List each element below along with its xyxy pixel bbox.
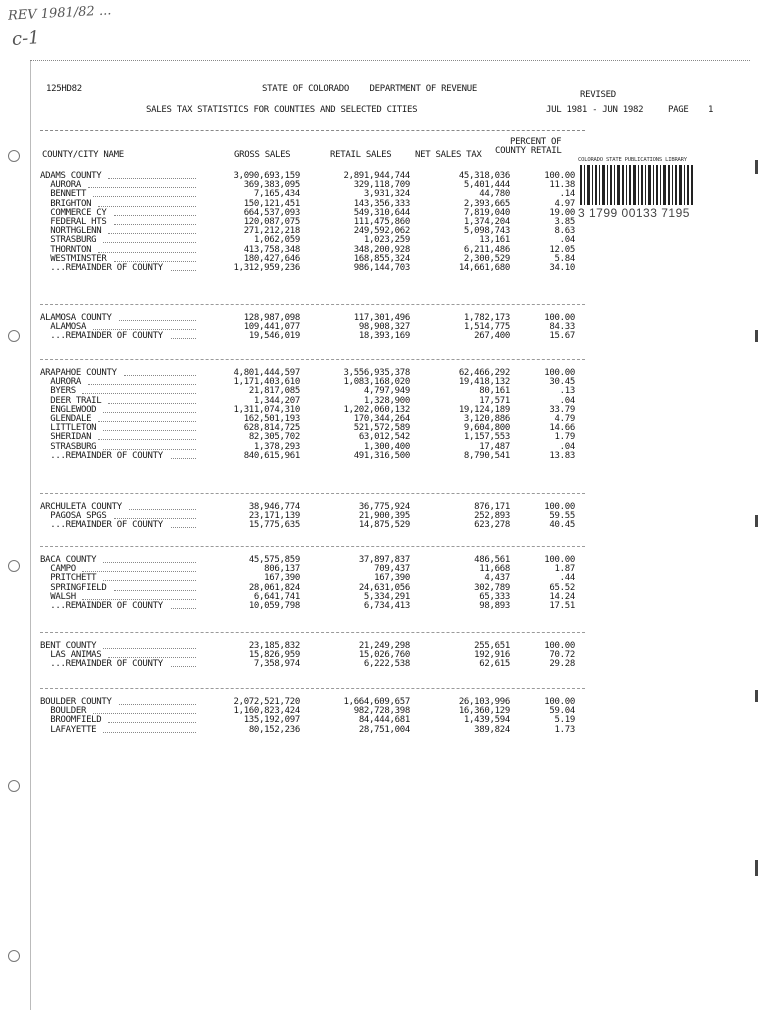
row-retail-sales: 249,592,062 (353, 226, 410, 237)
row-name: COMMERCE CY (40, 207, 107, 218)
row-percent: .04 (559, 235, 575, 246)
leader-dots (103, 556, 196, 563)
row-name: PRITCHETT (40, 573, 97, 584)
city-row (40, 332, 580, 341)
row-percent: 100.00 (544, 171, 575, 181)
row-gross-sales: 4,801,444,597 (233, 368, 300, 378)
row-gross-sales: 2,072,521,720 (233, 697, 300, 707)
section-separator (40, 546, 585, 547)
row-gross-sales: 6,641,741 (253, 591, 300, 602)
row-percent: 70.72 (549, 650, 575, 661)
row-name: WESTMINSTER (40, 253, 107, 264)
row-net-sales-tax: 16,360,129 (458, 706, 510, 717)
row-retail-sales: 168,855,324 (353, 253, 410, 264)
col-header-net: NET SALES TAX (415, 150, 482, 160)
row-net-sales-tax: 45,318,036 (458, 171, 510, 181)
row-percent: 17.51 (549, 600, 575, 611)
leader-dots (171, 660, 196, 667)
row-net-sales-tax: 80,161 (479, 386, 510, 397)
revised-label: REVISED (580, 90, 616, 100)
row-gross-sales: 180,427,646 (243, 253, 300, 264)
leader-dots (103, 424, 196, 431)
leader-dots (82, 387, 196, 394)
row-percent: 100.00 (544, 313, 575, 323)
row-percent: 100.00 (544, 555, 575, 565)
row-name: STRASBURG (40, 235, 97, 246)
leader-dots (171, 264, 196, 271)
row-retail-sales: 18,393,169 (358, 331, 410, 342)
row-retail-sales: 1,328,900 (363, 395, 410, 406)
row-gross-sales: 1,311,074,310 (233, 404, 300, 415)
row-percent: 59.04 (549, 706, 575, 717)
row-name: ARCHULETA COUNTY (40, 502, 122, 512)
leader-dots (82, 565, 196, 572)
leader-dots (114, 255, 196, 262)
city-row (40, 660, 580, 669)
leader-dots (98, 200, 196, 207)
county-section (40, 172, 580, 273)
row-net-sales-tax: 62,466,292 (458, 368, 510, 378)
library-barcode (578, 157, 700, 225)
leader-dots (103, 642, 196, 649)
leader-dots (82, 593, 196, 600)
row-retail-sales: 36,775,924 (358, 502, 410, 512)
row-net-sales-tax: 1,439,594 (463, 715, 510, 726)
row-name: ...REMAINDER OF COUNTY (40, 600, 163, 611)
row-name: ...REMAINDER OF COUNTY (40, 520, 163, 531)
city-row (40, 602, 580, 611)
col-header-name: COUNTY/CITY NAME (42, 150, 124, 160)
col-header-pct-line1: PERCENT OF (510, 137, 562, 147)
punch-hole (8, 330, 20, 342)
row-gross-sales: 10,059,798 (248, 600, 300, 611)
row-net-sales-tax: 5,098,743 (463, 226, 510, 237)
punch-hole (8, 560, 20, 572)
scan-mark (755, 515, 758, 527)
row-gross-sales: 23,185,832 (248, 641, 300, 651)
row-percent: .04 (559, 395, 575, 406)
leader-dots (108, 227, 196, 234)
barcode-icon (578, 165, 696, 205)
row-net-sales-tax: 19,124,189 (458, 404, 510, 415)
row-retail-sales: 1,023,259 (363, 235, 410, 246)
row-name: ...REMAINDER OF COUNTY (40, 659, 163, 670)
leader-dots (93, 323, 196, 330)
leader-dots (114, 584, 196, 591)
row-net-sales-tax: 2,393,665 (463, 198, 510, 209)
row-percent: 14.24 (549, 591, 575, 602)
row-percent: 1.73 (554, 724, 575, 735)
row-name: BOULDER COUNTY (40, 697, 112, 707)
barcode-label: COLORADO STATE PUBLICATIONS LIBRARY (578, 157, 687, 163)
row-name: WALSH (40, 591, 76, 602)
section-separator (40, 359, 585, 360)
row-net-sales-tax: 14,661,680 (458, 262, 510, 273)
leader-dots (108, 716, 196, 723)
row-gross-sales: 1,062,059 (253, 235, 300, 246)
leader-dots (108, 172, 196, 179)
leader-dots (93, 190, 196, 197)
section-separator (40, 304, 585, 305)
row-name: ENGLEWOOD (40, 404, 97, 415)
county-section (40, 642, 580, 670)
row-percent: 11.38 (549, 180, 575, 191)
row-net-sales-tax: 65,333 (479, 591, 510, 602)
barcode-number: 3 1799 00133 7195 (578, 206, 690, 220)
row-name: AURORA (40, 377, 81, 388)
row-net-sales-tax: 4,437 (484, 573, 510, 584)
row-retail-sales: 6,734,413 (363, 600, 410, 611)
row-retail-sales: 28,751,004 (358, 724, 410, 735)
leader-dots (98, 415, 196, 422)
row-gross-sales: 7,165,434 (253, 189, 300, 200)
punch-hole (8, 780, 20, 792)
row-retail-sales: 111,475,860 (353, 216, 410, 227)
row-net-sales-tax: 1,782,173 (463, 313, 510, 323)
leader-dots (119, 314, 196, 321)
city-row (40, 726, 580, 735)
top-rule (30, 60, 750, 61)
row-net-sales-tax: 3,120,886 (463, 413, 510, 424)
row-net-sales-tax: 17,487 (479, 441, 510, 452)
row-net-sales-tax: 255,651 (474, 641, 510, 651)
row-net-sales-tax: 44,780 (479, 189, 510, 200)
city-row (40, 452, 580, 461)
row-percent: 33.79 (549, 404, 575, 415)
row-retail-sales: 167,390 (374, 573, 410, 584)
row-gross-sales: 7,358,974 (253, 659, 300, 670)
row-percent: 59.55 (549, 511, 575, 522)
row-gross-sales: 840,615,961 (243, 450, 300, 461)
row-percent: 3.85 (554, 216, 575, 227)
row-gross-sales: 664,537,093 (243, 207, 300, 218)
row-name: LAFAYETTE (40, 724, 97, 735)
row-name: BENNETT (40, 189, 87, 200)
section-separator (40, 632, 585, 633)
row-gross-sales: 167,390 (264, 573, 300, 584)
leader-dots (88, 181, 196, 188)
row-retail-sales: 3,556,935,378 (343, 368, 410, 378)
row-name: NORTHGLENN (40, 226, 102, 237)
page-number: 1 (708, 105, 714, 115)
row-net-sales-tax: 252,893 (474, 511, 510, 522)
row-percent: 1.79 (554, 432, 575, 443)
punch-hole (8, 950, 20, 962)
row-retail-sales: 1,664,609,657 (343, 697, 410, 707)
handwritten-note: REV 1981/82 ... (7, 3, 112, 24)
row-gross-sales: 1,171,403,610 (233, 377, 300, 388)
row-retail-sales: 5,334,291 (363, 591, 410, 602)
row-percent: 13.83 (549, 450, 575, 461)
row-gross-sales: 1,160,823,424 (233, 706, 300, 717)
row-gross-sales: 369,383,095 (243, 180, 300, 191)
row-gross-sales: 150,121,451 (243, 198, 300, 209)
row-name: DEER TRAIL (40, 395, 102, 406)
leader-dots (103, 406, 196, 413)
leader-dots (114, 512, 196, 519)
row-percent: .14 (559, 189, 575, 200)
row-retail-sales: 348,200,928 (353, 244, 410, 255)
row-net-sales-tax: 623,278 (474, 520, 510, 531)
row-gross-sales: 1,344,207 (253, 395, 300, 406)
county-section (40, 503, 580, 531)
row-retail-sales: 1,083,168,020 (343, 377, 410, 388)
row-gross-sales: 628,814,725 (243, 423, 300, 434)
row-percent: 1.87 (554, 564, 575, 575)
leader-dots (114, 209, 196, 216)
leader-dots (103, 443, 196, 450)
row-net-sales-tax: 1,157,553 (463, 432, 510, 443)
row-name: AURORA (40, 180, 81, 191)
row-gross-sales: 135,192,097 (243, 715, 300, 726)
row-name: BACA COUNTY (40, 555, 97, 565)
leader-dots (171, 332, 196, 339)
row-net-sales-tax: 486,561 (474, 555, 510, 565)
row-percent: 4.79 (554, 413, 575, 424)
row-percent: 100.00 (544, 502, 575, 512)
row-name: ...REMAINDER OF COUNTY (40, 331, 163, 342)
row-percent: 19.00 (549, 207, 575, 218)
row-net-sales-tax: 9,604,800 (463, 423, 510, 434)
row-gross-sales: 15,775,635 (248, 520, 300, 531)
row-percent: .44 (559, 573, 575, 584)
row-name: GLENDALE (40, 413, 92, 424)
row-name: LAS ANIMAS (40, 650, 102, 661)
row-name: PAGOSA SPGS (40, 511, 107, 522)
leader-dots (129, 503, 196, 510)
col-header-pct-line2: COUNTY RETAIL (495, 146, 562, 156)
row-gross-sales: 15,826,959 (248, 650, 300, 661)
row-name: SHERIDAN (40, 432, 92, 443)
row-name: ...REMAINDER OF COUNTY (40, 262, 163, 273)
row-percent: 15.67 (549, 331, 575, 342)
binding-margin-line (30, 60, 31, 1010)
row-name: FEDERAL HTS (40, 216, 107, 227)
scan-mark (755, 160, 758, 174)
row-retail-sales: 21,900,395 (358, 511, 410, 522)
row-percent: 5.19 (554, 715, 575, 726)
row-net-sales-tax: 6,211,486 (463, 244, 510, 255)
leader-dots (98, 433, 196, 440)
report-title: SALES TAX STATISTICS FOR COUNTIES AND SELECTED CITIES (146, 105, 418, 115)
row-retail-sales: 709,437 (374, 564, 410, 575)
row-retail-sales: 14,875,529 (358, 520, 410, 531)
county-section (40, 369, 580, 461)
row-gross-sales: 82,305,702 (248, 432, 300, 443)
row-gross-sales: 3,090,693,159 (233, 171, 300, 181)
county-section (40, 556, 580, 611)
row-gross-sales: 1,378,293 (253, 441, 300, 452)
row-net-sales-tax: 17,571 (479, 395, 510, 406)
row-net-sales-tax: 267,400 (474, 331, 510, 342)
row-retail-sales: 2,891,944,744 (343, 171, 410, 181)
row-percent: 4.97 (554, 198, 575, 209)
row-name: ALAMOSA COUNTY (40, 313, 112, 323)
row-name: LITTLETON (40, 423, 97, 434)
row-retail-sales: 15,026,760 (358, 650, 410, 661)
row-name: BOULDER (40, 706, 87, 717)
row-gross-sales: 19,546,019 (248, 331, 300, 342)
row-name: CAMPO (40, 564, 76, 575)
leader-dots (119, 698, 196, 705)
row-percent: 100.00 (544, 641, 575, 651)
leader-dots (171, 452, 196, 459)
row-name: BENT COUNTY (40, 641, 97, 651)
row-retail-sales: 986,144,703 (353, 262, 410, 273)
row-name: SPRINGFIELD (40, 582, 107, 593)
leader-dots (108, 651, 196, 658)
row-percent: 40.45 (549, 520, 575, 531)
section-separator (40, 493, 585, 494)
row-gross-sales: 120,087,075 (243, 216, 300, 227)
leader-dots (171, 602, 196, 609)
row-retail-sales: 24,631,056 (358, 582, 410, 593)
row-percent: 8.63 (554, 226, 575, 237)
row-retail-sales: 491,316,500 (353, 450, 410, 461)
row-gross-sales: 413,758,348 (243, 244, 300, 255)
leader-dots (108, 397, 196, 404)
row-net-sales-tax: 62,615 (479, 659, 510, 670)
leader-dots (93, 707, 196, 714)
leader-dots (103, 236, 196, 243)
row-net-sales-tax: 11,668 (479, 564, 510, 575)
row-percent: .13 (559, 386, 575, 397)
row-net-sales-tax: 98,893 (479, 600, 510, 611)
scan-mark (755, 330, 758, 342)
leader-dots (114, 218, 196, 225)
row-name: BYERS (40, 386, 76, 397)
city-row (40, 264, 580, 273)
row-gross-sales: 1,312,959,236 (233, 262, 300, 273)
col-header-retail: RETAIL SALES (330, 150, 392, 160)
scan-mark (755, 860, 758, 876)
row-percent: 100.00 (544, 697, 575, 707)
row-gross-sales: 271,212,218 (243, 226, 300, 237)
row-net-sales-tax: 1,374,204 (463, 216, 510, 227)
leader-dots (171, 521, 196, 528)
city-row (40, 521, 580, 530)
row-percent: 30.45 (549, 377, 575, 388)
page-label: PAGE (668, 105, 689, 115)
row-gross-sales: 128,987,098 (243, 313, 300, 323)
agency-title: STATE OF COLORADO DEPARTMENT OF REVENUE (262, 84, 477, 94)
row-retail-sales: 98,908,327 (358, 322, 410, 333)
form-id: 125HD82 (46, 84, 82, 94)
row-retail-sales: 549,310,644 (353, 207, 410, 218)
row-retail-sales: 1,300,400 (363, 441, 410, 452)
row-net-sales-tax: 2,300,529 (463, 253, 510, 264)
row-net-sales-tax: 876,171 (474, 502, 510, 512)
row-percent: .04 (559, 441, 575, 452)
handwritten-code: c-1 (11, 27, 41, 50)
row-retail-sales: 1,202,060,132 (343, 404, 410, 415)
row-net-sales-tax: 19,418,132 (458, 377, 510, 388)
row-gross-sales: 109,441,077 (243, 322, 300, 333)
row-gross-sales: 162,501,193 (243, 413, 300, 424)
row-name: THORNTON (40, 244, 92, 255)
row-retail-sales: 37,897,837 (358, 555, 410, 565)
row-percent: 5.84 (554, 253, 575, 264)
row-retail-sales: 3,931,324 (363, 189, 410, 200)
row-net-sales-tax: 13,161 (479, 235, 510, 246)
row-retail-sales: 329,118,709 (353, 180, 410, 191)
county-section (40, 314, 580, 342)
col-header-gross: GROSS SALES (234, 150, 291, 160)
row-name: BRIGHTON (40, 198, 92, 209)
header-rule (40, 130, 585, 131)
row-gross-sales: 80,152,236 (248, 724, 300, 735)
row-gross-sales: 45,575,859 (248, 555, 300, 565)
row-retail-sales: 21,249,298 (358, 641, 410, 651)
row-retail-sales: 170,344,264 (353, 413, 410, 424)
row-percent: 100.00 (544, 368, 575, 378)
section-separator (40, 688, 585, 689)
county-section (40, 698, 580, 735)
row-name: ALAMOSA (40, 322, 87, 333)
row-name: ...REMAINDER OF COUNTY (40, 450, 163, 461)
row-gross-sales: 38,946,774 (248, 502, 300, 512)
row-percent: 14.66 (549, 423, 575, 434)
row-name: BROOMFIELD (40, 715, 102, 726)
row-retail-sales: 84,444,681 (358, 715, 410, 726)
row-name: ARAPAHOE COUNTY (40, 368, 117, 378)
report-period: JUL 1981 - JUN 1982 (546, 105, 644, 115)
row-name: ADAMS COUNTY (40, 171, 102, 181)
row-retail-sales: 982,728,398 (353, 706, 410, 717)
row-net-sales-tax: 192,916 (474, 650, 510, 661)
row-gross-sales: 21,817,085 (248, 386, 300, 397)
row-net-sales-tax: 7,819,040 (463, 207, 510, 218)
row-net-sales-tax: 8,790,541 (463, 450, 510, 461)
row-retail-sales: 4,797,949 (363, 386, 410, 397)
scan-mark (755, 690, 758, 702)
row-retail-sales: 6,222,538 (363, 659, 410, 670)
row-net-sales-tax: 1,514,775 (463, 322, 510, 333)
row-net-sales-tax: 389,824 (474, 724, 510, 735)
leader-dots (98, 246, 196, 253)
punch-hole (8, 150, 20, 162)
row-retail-sales: 117,301,496 (353, 313, 410, 323)
row-percent: 29.28 (549, 659, 575, 670)
leader-dots (88, 378, 196, 385)
row-net-sales-tax: 5,401,444 (463, 180, 510, 191)
leader-dots (103, 726, 196, 733)
row-net-sales-tax: 26,103,996 (458, 697, 510, 707)
row-gross-sales: 23,171,139 (248, 511, 300, 522)
row-percent: 65.52 (549, 582, 575, 593)
row-percent: 34.10 (549, 262, 575, 273)
row-percent: 12.05 (549, 244, 575, 255)
row-net-sales-tax: 302,789 (474, 582, 510, 593)
row-gross-sales: 806,137 (264, 564, 300, 575)
row-retail-sales: 521,572,589 (353, 423, 410, 434)
row-percent: 84.33 (549, 322, 575, 333)
leader-dots (124, 369, 196, 376)
row-name: STRASBURG (40, 441, 97, 452)
row-retail-sales: 143,356,333 (353, 198, 410, 209)
row-gross-sales: 28,061,824 (248, 582, 300, 593)
row-retail-sales: 63,012,542 (358, 432, 410, 443)
leader-dots (103, 574, 196, 581)
